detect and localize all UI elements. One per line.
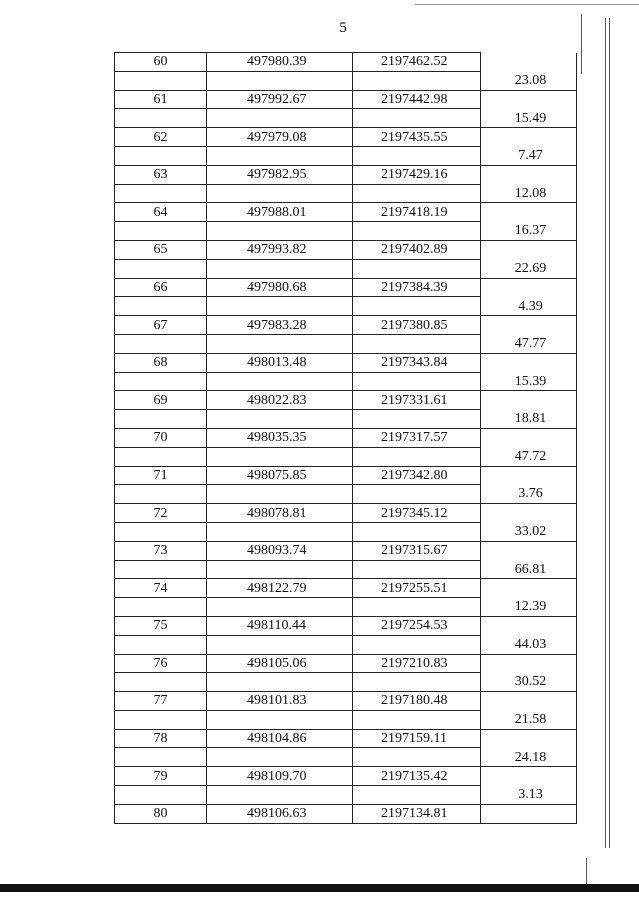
table-row — [115, 466, 577, 485]
y-coordinate: 2197135.42 — [353, 767, 481, 786]
bottom-bar — [0, 884, 639, 892]
empty-cell — [207, 372, 353, 391]
empty-cell — [481, 278, 577, 297]
y-coordinate: 2197254.53 — [353, 616, 481, 635]
y-coordinate: 2197384.39 — [353, 278, 481, 297]
empty-cell — [115, 560, 207, 579]
margin-line — [609, 18, 610, 848]
point-id: 72 — [115, 504, 207, 523]
segment-distance: 30.52 — [481, 673, 577, 692]
x-coordinate: 497992.67 — [207, 90, 353, 109]
segment-distance: 33.02 — [481, 522, 577, 541]
distance-row — [115, 259, 577, 278]
y-coordinate: 2197435.55 — [353, 128, 481, 147]
segment-distance: 47.72 — [481, 447, 577, 466]
segment-distance: 12.39 — [481, 598, 577, 617]
segment-distance: 24.18 — [481, 748, 577, 767]
distance-row — [115, 635, 577, 654]
segment-distance: 3.76 — [481, 485, 577, 504]
margin-line — [581, 14, 582, 74]
y-coordinate: 2197418.19 — [353, 203, 481, 222]
table-row — [115, 90, 577, 109]
coordinates-table — [114, 52, 577, 824]
point-id: 60 — [115, 53, 207, 72]
y-coordinate: 2197317.57 — [353, 428, 481, 447]
table-row — [115, 504, 577, 523]
x-coordinate: 497993.82 — [207, 240, 353, 259]
empty-cell — [353, 334, 481, 353]
x-coordinate: 498104.86 — [207, 729, 353, 748]
empty-cell — [115, 297, 207, 316]
empty-cell — [207, 410, 353, 429]
distance-row — [115, 447, 577, 466]
point-id: 70 — [115, 428, 207, 447]
segment-distance: 66.81 — [481, 560, 577, 579]
empty-cell — [481, 128, 577, 147]
empty-cell — [115, 447, 207, 466]
point-id: 75 — [115, 616, 207, 635]
segment-distance: 47.77 — [481, 334, 577, 353]
empty-cell — [353, 71, 481, 90]
y-coordinate: 2197343.84 — [353, 353, 481, 372]
segment-distance: 22.69 — [481, 259, 577, 278]
table-row — [115, 767, 577, 786]
x-coordinate: 497988.01 — [207, 203, 353, 222]
empty-cell — [353, 410, 481, 429]
y-coordinate: 2197134.81 — [353, 804, 481, 823]
empty-cell — [207, 297, 353, 316]
empty-cell — [115, 259, 207, 278]
y-coordinate: 2197159.11 — [353, 729, 481, 748]
empty-cell — [207, 522, 353, 541]
top-rule — [415, 4, 639, 5]
y-coordinate: 2197345.12 — [353, 504, 481, 523]
distance-row — [115, 71, 577, 90]
empty-cell — [481, 654, 577, 673]
x-coordinate: 497982.95 — [207, 165, 353, 184]
x-coordinate: 498078.81 — [207, 504, 353, 523]
x-coordinate: 498109.70 — [207, 767, 353, 786]
empty-cell — [353, 222, 481, 241]
empty-cell — [115, 710, 207, 729]
empty-cell — [481, 692, 577, 711]
point-id: 67 — [115, 316, 207, 335]
page-number: 5 — [339, 20, 347, 36]
segment-distance: 3.13 — [481, 786, 577, 805]
y-coordinate: 2197442.98 — [353, 90, 481, 109]
table-row — [115, 128, 577, 147]
empty-cell — [353, 372, 481, 391]
empty-cell — [115, 522, 207, 541]
x-coordinate: 498035.35 — [207, 428, 353, 447]
empty-cell — [207, 259, 353, 278]
empty-cell — [481, 729, 577, 748]
distance-row — [115, 710, 577, 729]
point-id: 66 — [115, 278, 207, 297]
point-id: 74 — [115, 579, 207, 598]
empty-cell — [481, 240, 577, 259]
empty-cell — [353, 184, 481, 203]
empty-cell — [115, 598, 207, 617]
point-id: 80 — [115, 804, 207, 823]
empty-cell — [115, 410, 207, 429]
y-coordinate: 2197180.48 — [353, 692, 481, 711]
empty-cell — [207, 485, 353, 504]
x-coordinate: 498122.79 — [207, 579, 353, 598]
distance-row — [115, 786, 577, 805]
empty-cell — [207, 560, 353, 579]
empty-cell — [115, 485, 207, 504]
segment-distance: 4.39 — [481, 297, 577, 316]
x-coordinate: 498110.44 — [207, 616, 353, 635]
empty-cell — [481, 616, 577, 635]
y-coordinate: 2197429.16 — [353, 165, 481, 184]
x-coordinate: 498105.06 — [207, 654, 353, 673]
table-row — [115, 616, 577, 635]
empty-cell — [207, 673, 353, 692]
margin-line — [586, 858, 587, 884]
empty-cell — [115, 748, 207, 767]
segment-distance: 21.58 — [481, 710, 577, 729]
x-coordinate: 498022.83 — [207, 391, 353, 410]
empty-cell — [353, 786, 481, 805]
empty-cell — [207, 222, 353, 241]
empty-cell — [481, 90, 577, 109]
y-coordinate: 2197331.61 — [353, 391, 481, 410]
empty-cell — [481, 316, 577, 335]
distance-row — [115, 748, 577, 767]
empty-cell — [481, 203, 577, 222]
empty-cell — [207, 748, 353, 767]
y-coordinate: 2197210.83 — [353, 654, 481, 673]
empty-cell — [353, 673, 481, 692]
distance-row — [115, 410, 577, 429]
empty-cell — [115, 334, 207, 353]
distance-row — [115, 222, 577, 241]
distance-row — [115, 109, 577, 128]
point-id: 61 — [115, 90, 207, 109]
empty-cell — [481, 804, 577, 823]
table-row — [115, 654, 577, 673]
y-coordinate: 2197342.80 — [353, 466, 481, 485]
table-row — [115, 278, 577, 297]
point-id: 63 — [115, 165, 207, 184]
table-row — [115, 428, 577, 447]
table-row — [115, 53, 577, 72]
empty-cell — [115, 372, 207, 391]
segment-distance: 23.08 — [481, 71, 577, 90]
empty-cell — [481, 767, 577, 786]
empty-cell — [353, 259, 481, 278]
empty-cell — [207, 635, 353, 654]
table-row — [115, 165, 577, 184]
empty-cell — [115, 673, 207, 692]
point-id: 65 — [115, 240, 207, 259]
table-row — [115, 353, 577, 372]
empty-cell — [207, 71, 353, 90]
point-id: 73 — [115, 541, 207, 560]
y-coordinate: 2197462.52 — [353, 53, 481, 72]
empty-cell — [353, 146, 481, 165]
x-coordinate: 497983.28 — [207, 316, 353, 335]
segment-distance: 12.08 — [481, 184, 577, 203]
distance-row — [115, 184, 577, 203]
empty-cell — [207, 334, 353, 353]
empty-cell — [115, 635, 207, 654]
empty-cell — [353, 447, 481, 466]
empty-cell — [115, 109, 207, 128]
distance-row — [115, 146, 577, 165]
table-row — [115, 692, 577, 711]
empty-cell — [481, 53, 577, 72]
empty-cell — [353, 710, 481, 729]
point-id: 76 — [115, 654, 207, 673]
empty-cell — [353, 598, 481, 617]
y-coordinate: 2197255.51 — [353, 579, 481, 598]
x-coordinate: 498093.74 — [207, 541, 353, 560]
segment-distance: 7.47 — [481, 146, 577, 165]
point-id: 79 — [115, 767, 207, 786]
table-row — [115, 729, 577, 748]
empty-cell — [353, 748, 481, 767]
empty-cell — [353, 485, 481, 504]
distance-row — [115, 485, 577, 504]
distance-row — [115, 522, 577, 541]
empty-cell — [115, 184, 207, 203]
segment-distance: 15.39 — [481, 372, 577, 391]
x-coordinate: 498013.48 — [207, 353, 353, 372]
x-coordinate: 497979.08 — [207, 128, 353, 147]
point-id: 78 — [115, 729, 207, 748]
empty-cell — [353, 297, 481, 316]
y-coordinate: 2197315.67 — [353, 541, 481, 560]
segment-distance: 15.49 — [481, 109, 577, 128]
empty-cell — [353, 560, 481, 579]
empty-cell — [481, 541, 577, 560]
empty-cell — [481, 391, 577, 410]
empty-cell — [207, 598, 353, 617]
point-id: 62 — [115, 128, 207, 147]
empty-cell — [115, 146, 207, 165]
distance-row — [115, 297, 577, 316]
empty-cell — [207, 184, 353, 203]
segment-distance: 16.37 — [481, 222, 577, 241]
empty-cell — [353, 635, 481, 654]
table-row — [115, 316, 577, 335]
empty-cell — [481, 428, 577, 447]
point-id: 68 — [115, 353, 207, 372]
empty-cell — [207, 109, 353, 128]
table-row — [115, 579, 577, 598]
distance-row — [115, 334, 577, 353]
empty-cell — [353, 522, 481, 541]
y-coordinate: 2197380.85 — [353, 316, 481, 335]
segment-distance: 44.03 — [481, 635, 577, 654]
empty-cell — [481, 165, 577, 184]
y-coordinate: 2197402.89 — [353, 240, 481, 259]
empty-cell — [481, 466, 577, 485]
x-coordinate: 498101.83 — [207, 692, 353, 711]
empty-cell — [207, 146, 353, 165]
table-row — [115, 391, 577, 410]
distance-row — [115, 598, 577, 617]
x-coordinate: 498106.63 — [207, 804, 353, 823]
empty-cell — [481, 353, 577, 372]
empty-cell — [353, 109, 481, 128]
distance-row — [115, 673, 577, 692]
point-id: 64 — [115, 203, 207, 222]
empty-cell — [115, 786, 207, 805]
empty-cell — [207, 786, 353, 805]
distance-row — [115, 372, 577, 391]
margin-line — [605, 18, 606, 848]
empty-cell — [207, 447, 353, 466]
x-coordinate: 497980.39 — [207, 53, 353, 72]
empty-cell — [481, 579, 577, 598]
x-coordinate: 497980.68 — [207, 278, 353, 297]
empty-cell — [115, 222, 207, 241]
table-row — [115, 541, 577, 560]
point-id: 69 — [115, 391, 207, 410]
empty-cell — [207, 710, 353, 729]
table-row — [115, 240, 577, 259]
empty-cell — [115, 71, 207, 90]
table-row — [115, 804, 577, 823]
empty-cell — [481, 504, 577, 523]
point-id: 77 — [115, 692, 207, 711]
table-row — [115, 203, 577, 222]
segment-distance: 18.81 — [481, 410, 577, 429]
x-coordinate: 498075.85 — [207, 466, 353, 485]
distance-row — [115, 560, 577, 579]
point-id: 71 — [115, 466, 207, 485]
